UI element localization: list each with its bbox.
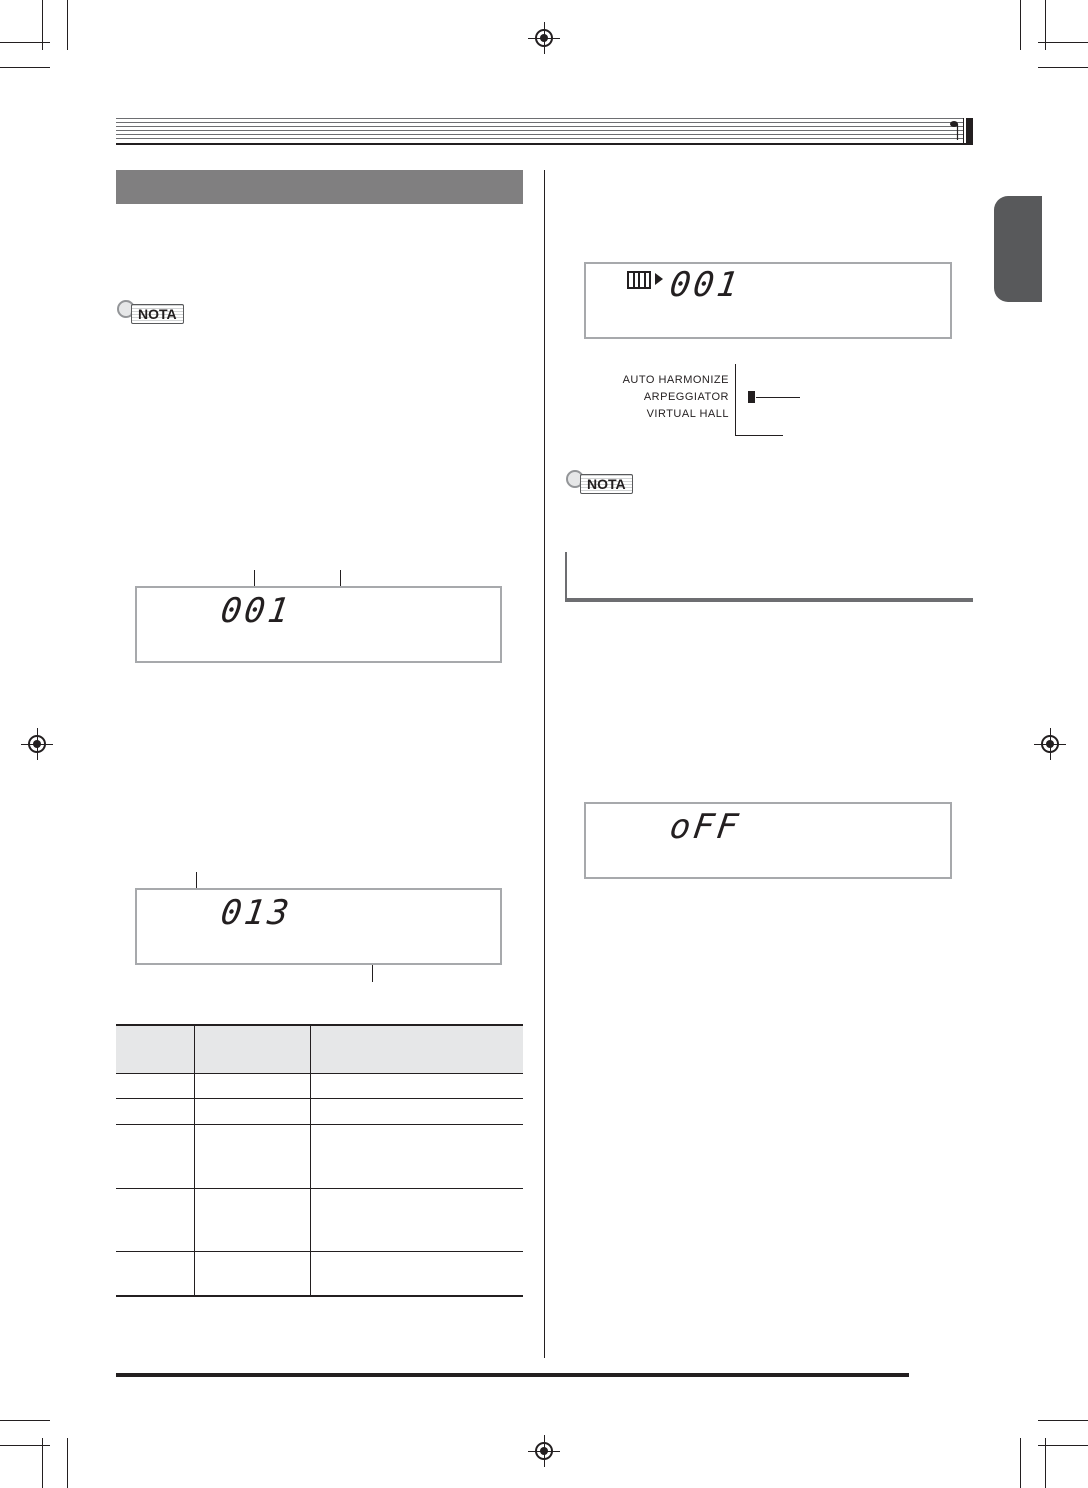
music-note-icon xyxy=(949,116,963,142)
indicator-label-arpeggiator: ARPEGGIATOR xyxy=(643,391,729,403)
table-cell xyxy=(194,1252,310,1296)
language-tab xyxy=(994,196,1042,302)
section-heading-bar xyxy=(116,170,523,204)
callout-leader xyxy=(756,397,800,398)
data-table xyxy=(116,1024,523,1297)
crop-mark xyxy=(1020,1438,1021,1488)
table-header-row xyxy=(116,1025,523,1074)
crop-mark xyxy=(0,67,50,68)
footer-rule xyxy=(116,1373,909,1377)
crop-mark xyxy=(67,1438,68,1488)
table-cell xyxy=(116,1099,194,1125)
lcd-number: 013 xyxy=(218,893,295,933)
lcd-display-off xyxy=(584,802,952,879)
table-header-cell xyxy=(194,1025,310,1074)
table-cell xyxy=(116,1189,194,1252)
table-row xyxy=(116,1189,523,1252)
nota-label: NOTA xyxy=(580,474,633,494)
registration-mark-icon xyxy=(1050,728,1051,760)
lcd-number: 001 xyxy=(218,591,295,631)
table-header-cell xyxy=(310,1025,523,1074)
table-cell xyxy=(310,1252,523,1296)
table-row xyxy=(116,1074,523,1099)
indicator-label-virtual-hall: VIRTUAL HALL xyxy=(646,408,729,420)
indicator-bracket xyxy=(735,364,736,436)
indicator-marker xyxy=(748,391,755,403)
table-cell xyxy=(194,1099,310,1125)
lcd-number: 001 xyxy=(667,265,744,305)
nota-label: NOTA xyxy=(131,304,184,324)
lcd-number: oFF xyxy=(667,807,744,847)
registration-mark-icon xyxy=(544,1435,545,1467)
table-cell xyxy=(310,1125,523,1189)
table-cell xyxy=(310,1099,523,1125)
table-cell xyxy=(194,1125,310,1189)
table-row xyxy=(116,1099,523,1125)
table-cell xyxy=(116,1252,194,1296)
table-cell xyxy=(194,1189,310,1252)
table-header-cell xyxy=(116,1025,194,1074)
crop-mark xyxy=(1045,0,1046,50)
crop-mark xyxy=(1038,1420,1088,1421)
indicator-bracket xyxy=(735,435,783,436)
table-cell xyxy=(194,1074,310,1099)
lcd-display-tone xyxy=(135,586,502,663)
table-row xyxy=(116,1252,523,1296)
lcd-display-rhythm xyxy=(135,888,502,965)
keyboard-icon xyxy=(627,271,651,289)
table-cell xyxy=(310,1189,523,1252)
crop-mark xyxy=(42,1438,43,1488)
crop-mark xyxy=(42,0,43,50)
indicator-label-auto-harmonize: AUTO HARMONIZE xyxy=(622,374,729,386)
crop-mark xyxy=(0,1420,50,1421)
crop-mark xyxy=(1038,67,1088,68)
table-cell xyxy=(116,1125,194,1189)
crop-mark xyxy=(1020,0,1021,50)
arrow-right-icon xyxy=(655,273,663,285)
column-divider xyxy=(544,170,545,1358)
registration-mark-icon xyxy=(37,728,38,760)
subsection-heading-box xyxy=(565,552,973,602)
table-row xyxy=(116,1125,523,1189)
table-cell xyxy=(116,1074,194,1099)
table-cell xyxy=(310,1074,523,1099)
registration-mark-icon xyxy=(544,22,545,54)
crop-mark xyxy=(1045,1438,1046,1488)
crop-mark xyxy=(67,0,68,50)
